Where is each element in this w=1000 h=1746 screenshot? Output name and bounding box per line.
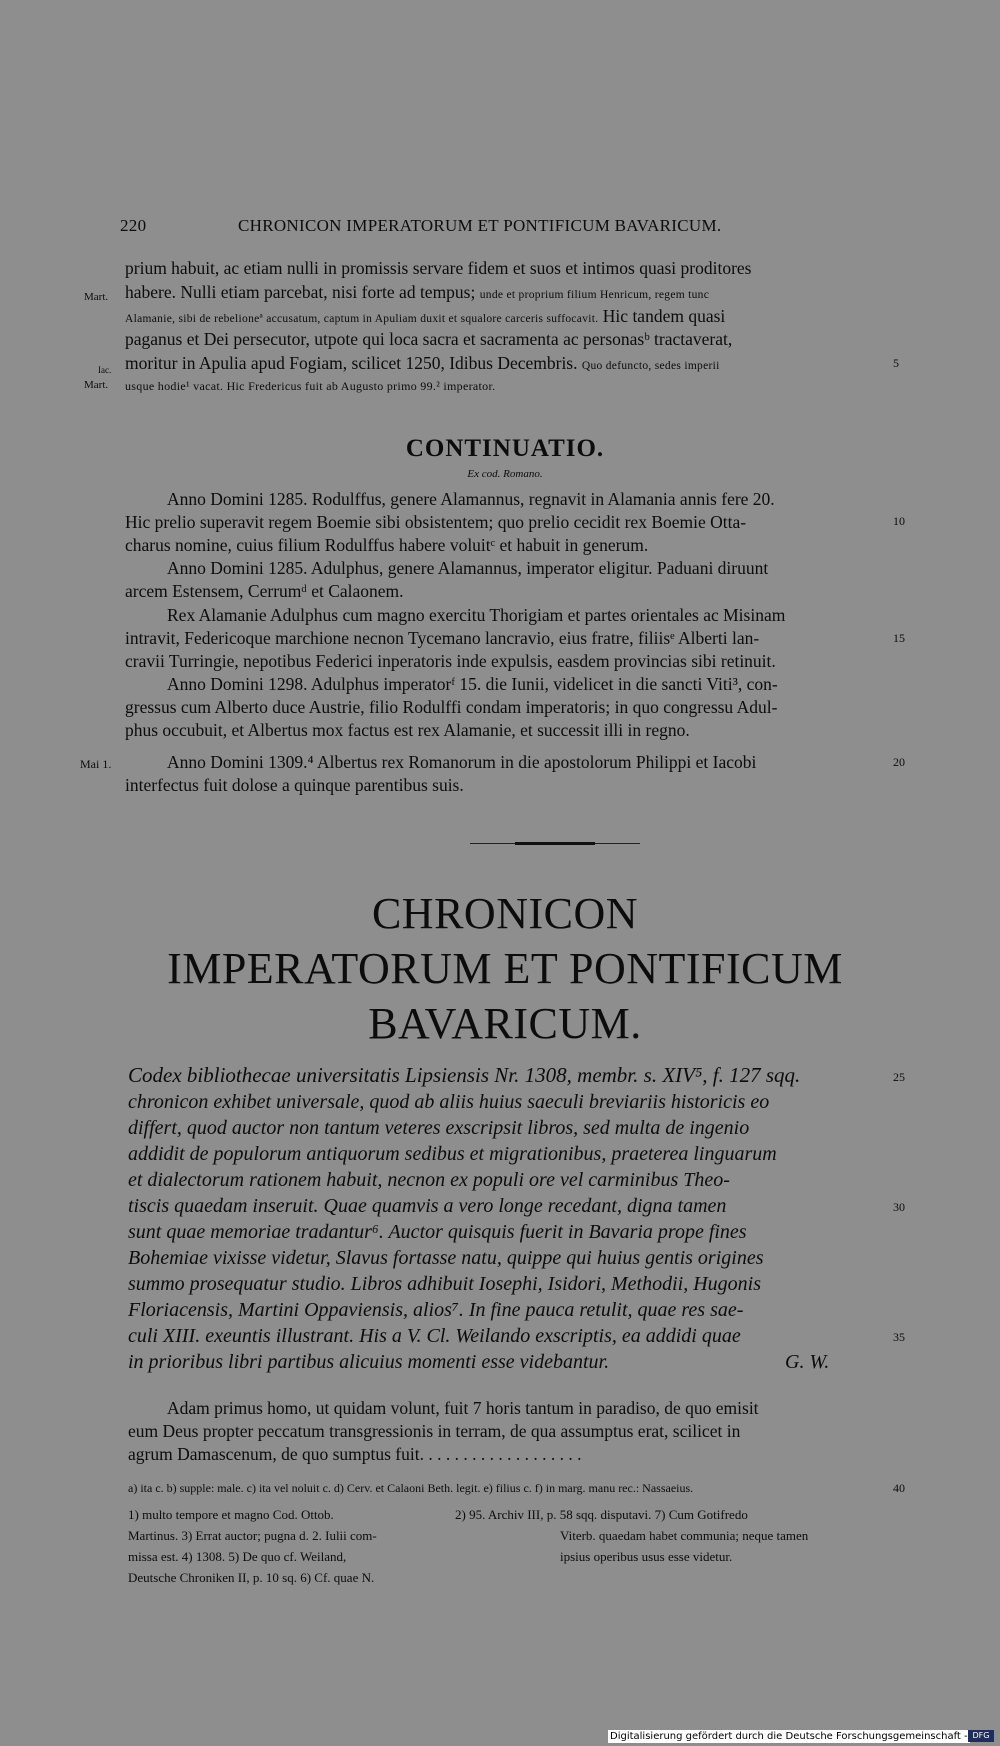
small-text-fragment: Quo defuncto, sedes imperii <box>581 360 720 372</box>
text-line: intravit, Federicoque marchione necnon Tycemano lancravio, eius fratre, filiisᵉ Alberti lan- <box>125 628 760 648</box>
digitization-credit: Digitalisierung gefördert durch die Deutsche Forschungsgemeinschaft - <box>610 1731 968 1742</box>
text-line: Adam primus homo, ut quidam volunt, fuit 7 horis tantum in paradiso, de quo emisit <box>167 1398 759 1418</box>
margin-note: Mai 1. <box>80 757 112 771</box>
footnote-line: 2) 95. Archiv III, p. 58 sqq. disputavi. 7) Cum Gotifredo <box>455 1507 748 1522</box>
text-line: Anno Domini 1298. Adulphus imperatorᶠ 15. die Iunii, videlicet in die sancti Viti³, con- <box>167 674 778 694</box>
small-text-fragment: unde et proprium filium Henricum, regem tunc <box>479 289 710 301</box>
intro-line: sunt quae memoriae tradantur⁶. Auctor quisquis fuerit in Bavaria prope fines <box>128 1221 747 1243</box>
intro-line: Floriacensis, Martini Oppaviensis, alios⁷. In fine pauca retulit, quae res sae- <box>128 1299 744 1321</box>
intro-line: culi XIII. exeuntis illustrant. His a V. Cl. Weilando exscriptis, ea addidi quae <box>128 1325 741 1347</box>
text-line: Anno Domini 1309.⁴ Albertus rex Romanorum in die apostolorum Philippi et Iacobi <box>167 752 757 772</box>
main-title-line: IMPERATORUM ET PONTIFICUM <box>167 944 843 993</box>
intro-line: Codex bibliothecae universitatis Lipsiensis Nr. 1308, membr. s. XIV⁵, f. 127 sqq. <box>128 1063 801 1087</box>
line-number: 5 <box>893 356 899 370</box>
section-subtitle: Ex cod. Romano. <box>467 468 543 480</box>
text-line: phus occubuit, et Albertus mox factus est rex Alamanie, et successit illi in regno. <box>125 720 690 740</box>
text-line: arcem Estensem, Cerrumᵈ et Calaonem. <box>125 581 404 601</box>
text-line <box>125 352 720 377</box>
footnote-line: ipsius operibus usus esse videtur. <box>560 1549 733 1564</box>
line-number: 25 <box>893 1070 905 1084</box>
line-number: 40 <box>893 1481 905 1495</box>
text-fragment: Hic tandem quasi <box>602 306 726 326</box>
text-line: Anno Domini 1285. Rodulffus, genere Alamannus, regnavit in Alamania annis fere 20. <box>167 489 775 509</box>
page-number: 220 <box>120 216 147 235</box>
line-number: 10 <box>893 514 905 528</box>
text-line: gressus cum Alberto duce Austrie, filio Rodulffi condam imperatoris; in quo congressu Adul- <box>125 697 778 717</box>
margin-note: Iac. <box>98 365 112 375</box>
text-line: usque hodie¹ vacat. Hic Fredericus fuit ab Augusto primo 99.² imperator. <box>125 379 496 393</box>
running-title: CHRONICON IMPERATORUM ET PONTIFICUM BAVARICUM. <box>238 216 722 235</box>
footnote-line: missa est. 4) 1308. 5) De quo cf. Weiland, <box>128 1549 347 1564</box>
footnote-line: Viterb. quaedam habet communia; neque tamen <box>560 1528 809 1543</box>
dfg-logo-icon: DFG <box>968 1730 994 1742</box>
footnote-line: 1) multo tempore et magno Cod. Ottob. <box>128 1507 334 1522</box>
footnote-line: Deutsche Chroniken II, p. 10 sq. 6) Cf. quae N. <box>128 1570 375 1585</box>
text-line: cravii Turringie, nepotibus Federici inperatoris inde expulsis, easdem provincias sibi retinuit. <box>125 651 776 671</box>
intro-line: in prioribus libri partibus alicuius momenti esse videbantur. <box>128 1351 610 1373</box>
text-line: Hic prelio superavit regem Boemie sibi obsistentem; quo prelio cecidit rex Boemie Otta- <box>125 512 747 532</box>
text-line: eum Deus propter peccatum transgressionis in terram, de qua assumptus erat, scilicet in <box>128 1421 741 1441</box>
margin-note: Mart. <box>84 291 109 303</box>
text-line <box>125 305 725 330</box>
ornamental-rule <box>470 842 640 846</box>
main-title-line: CHRONICON <box>371 889 639 938</box>
text-fragment: habere. Nulli etiam parcebat, nisi forte ad tempus; <box>125 282 476 302</box>
text-line: prium habuit, ac etiam nulli in promissis servare fidem et suos et intimos quasi proditores <box>125 258 752 278</box>
main-title-line: BAVARICUM. <box>368 999 642 1048</box>
text-line <box>125 281 709 306</box>
text-line: Rex Alamanie Adulphus cum magno exercitu Thorigiam et partes orientales ac Misinam <box>167 605 786 625</box>
rule-thick-line <box>515 842 595 845</box>
margin-note: Mart. <box>84 379 109 391</box>
variant-notes: a) ita c. b) supple: male. c) ita vel noluit c. d) Cerv. et Calaoni Beth. legit. e) filius c. f) in marg. manu rec.: Nassaeius. <box>128 1481 694 1495</box>
text-line: agrum Damascenum, de quo sumptus fuit. . . . . . . . . . . . . . . . . . . <box>128 1444 582 1464</box>
line-number: 20 <box>893 755 905 769</box>
text-fragment: moritur in Apulia apud Fogiam, scilicet 1250, Idibus Decembris. <box>125 353 578 373</box>
intro-signature: G. W. <box>785 1351 830 1373</box>
text-line: paganus et Dei persecutor, utpote qui loca sacra et sacramenta ac personasᵇ tractaverat, <box>125 329 733 349</box>
text-line: Anno Domini 1285. Adulphus, genere Alamannus, imperator eligitur. Paduani diruunt <box>167 558 769 578</box>
intro-line: et dialectorum rationem habuit, necnon ex populi ore vel carminibus Theo- <box>128 1169 730 1191</box>
intro-line: addidit de populorum antiquorum sedibus et migrationibus, praeterea linguarum <box>128 1143 777 1165</box>
small-text-fragment: Alamanie, sibi de rebelioneª accusatum, captum in Apuliam duxit et squalore carceris suffocavit. <box>125 313 599 325</box>
intro-line: tiscis quaedam inseruit. Quae quamvis a vero longe recedant, digna tamen <box>128 1195 727 1217</box>
line-number: 35 <box>893 1330 905 1344</box>
line-number: 15 <box>893 631 905 645</box>
text-line: interfectus fuit dolose a quinque parentibus suis. <box>125 775 464 795</box>
section-title: CONTINUATIO. <box>405 435 605 462</box>
line-number: 30 <box>893 1200 905 1214</box>
footnote-line: Martinus. 3) Errat auctor; pugna d. 2. Iulii com- <box>128 1528 377 1543</box>
intro-line: Bohemiae vixisse videtur, Slavus fortasse natu, quippe qui huius gentis origines <box>128 1247 764 1269</box>
intro-line: summo prosequatur studio. Libros adhibuit Iosephi, Isidori, Methodii, Hugonis <box>128 1273 761 1295</box>
intro-line: differt, quod auctor non tantum veteres exscripsit libros, sed multa de ingenio <box>128 1117 750 1139</box>
intro-line: chronicon exhibet universale, quod ab aliis huius saeculi breviariis historicis eo <box>128 1091 770 1113</box>
text-line: charus nomine, cuius filium Rodulffus habere voluitᶜ et habuit in generum. <box>125 535 649 555</box>
